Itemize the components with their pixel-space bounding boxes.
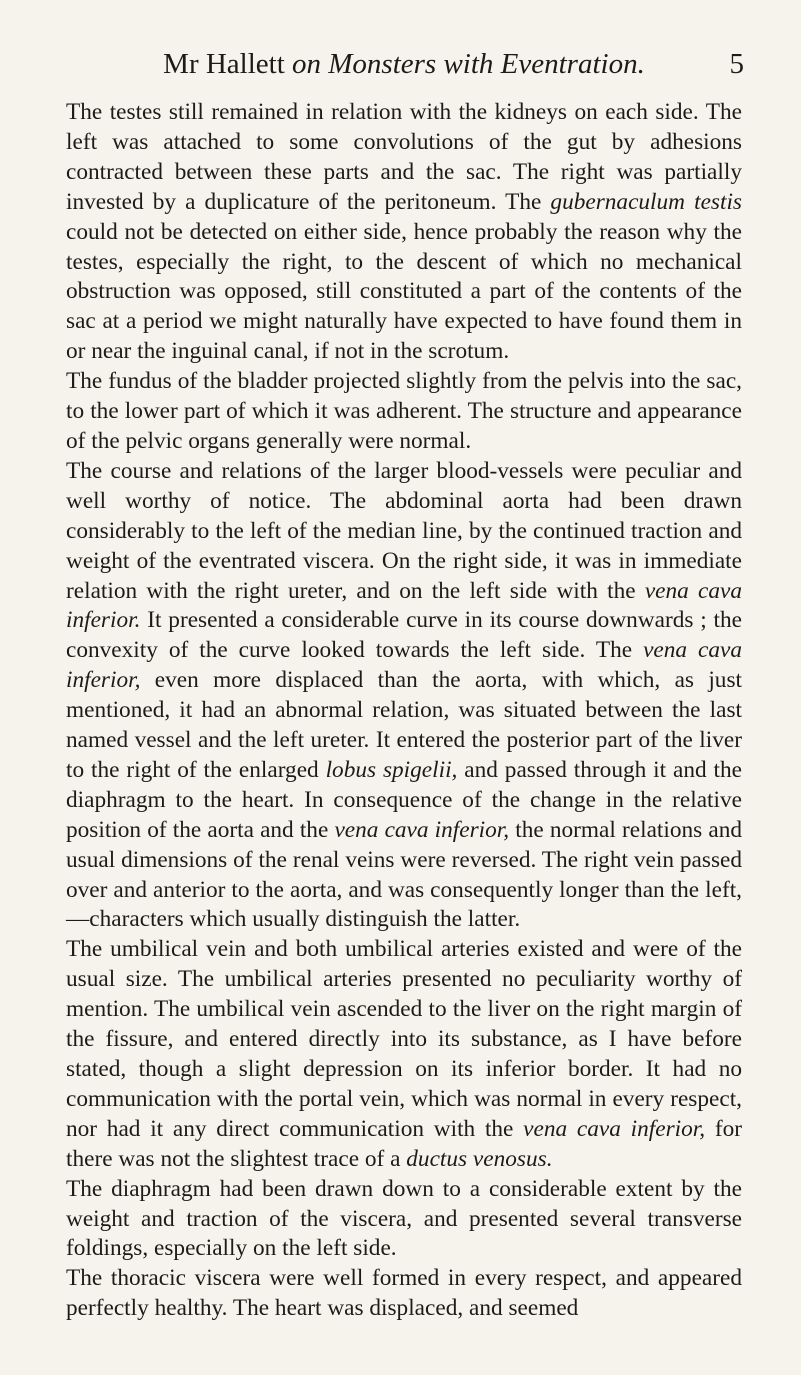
running-title-subject: Monsters with Eventration. (328, 48, 645, 80)
text-run: The diaphragm had been drawn down to a considerable extent by the weight and traction of the viscera, and presented several transverse foldings, especially on the left side. (66, 1175, 742, 1262)
italic-term: vena cava inferior, (523, 1115, 706, 1142)
text-run: The thoracic viscera were well formed in every respect, and appeared perfectly healthy. The heart was displaced, and seemed (66, 1265, 742, 1322)
italic-term: vena cava inferior. (66, 577, 742, 634)
paragraph-5 (66, 1175, 742, 1265)
running-title (64, 44, 744, 84)
text-run: for there was not the slightest trace of a (66, 1115, 742, 1172)
paragraph-3 (66, 457, 742, 936)
text-run: It presented a considerable curve in its course downwards ; the convexity of the curve looked towards the left side. The (66, 607, 742, 664)
page-number: 5 (729, 48, 744, 80)
running-title-author: Mr Hallett (163, 48, 285, 80)
body-text (66, 98, 742, 1324)
text-run: and passed through it and the diaphragm to the heart. In consequence of the change in the relative position of the aorta and the (66, 756, 742, 843)
text-run: the normal relations and usual dimensions of the renal veins were reversed. The right vein passed over and anterior to the aorta, and was consequently longer than the left,—characters which usually distinguish the latter. (66, 816, 742, 933)
paragraph-6 (66, 1264, 742, 1324)
paragraph-4 (66, 935, 742, 1174)
text-run: could not be detected on either side, hence probably the reason why the testes, especially the right, to the descent of which no mechanical obstruction was opposed, still constituted a part of the contents of the sac at a period we might naturally have expected to have found them in or near the inguinal canal, if not in the scrotum. (66, 218, 742, 365)
paragraph-2 (66, 367, 742, 457)
italic-term: vena cava inferior, (334, 816, 510, 843)
paragraph-1 (66, 98, 742, 367)
italic-term: vena cava inferior, (66, 637, 742, 694)
text-run: The umbilical vein and both umbilical arteries existed and were of the usual size. The umbilical arteries presented no peculiarity worthy of mention. The umbilical vein ascended to the liver on the right margin of the fissure, and entered directly into its substance, as I have before stated, though a slight depression on its inferior border. It had no communication with the portal vein, which was normal in every respect, nor had it any direct communication with the (66, 936, 742, 1142)
running-title-on: on (292, 48, 322, 80)
text-run: The testes still remained in relation with the kidneys on each side. The left was attached to some convolutions of the gut by adhesions contracted between these parts and the sac. The right was partially invested by a duplicature of the peritoneum. The (66, 99, 742, 215)
text-run: even more displaced than the aorta, with which, as just mentioned, it had an abnormal relation, was situated between the last named vessel and the left ureter. It entered the posterior part of the liver to the right of the enlarged (66, 667, 742, 783)
text-run: The course and relations of the larger blood-vessels were peculiar and well worthy of notice. The abdominal aorta had been drawn considerably to the left of the median line, by the continued traction and weight of the eventrated viscera. On the right side, it was in immediate relation with the right ureter, and on the left side with the (66, 457, 742, 604)
italic-term: gubernaculum testis (550, 188, 742, 215)
italic-term: lobus spigelii, (325, 756, 458, 783)
text-run: The fundus of the bladder projected slightly from the pelvis into the sac, to the lower part of which it was adherent. The structure and appearance of the pelvic organs generally were normal. (66, 368, 742, 454)
italic-term: ductus venosus. (406, 1145, 553, 1172)
running-head (64, 44, 744, 84)
